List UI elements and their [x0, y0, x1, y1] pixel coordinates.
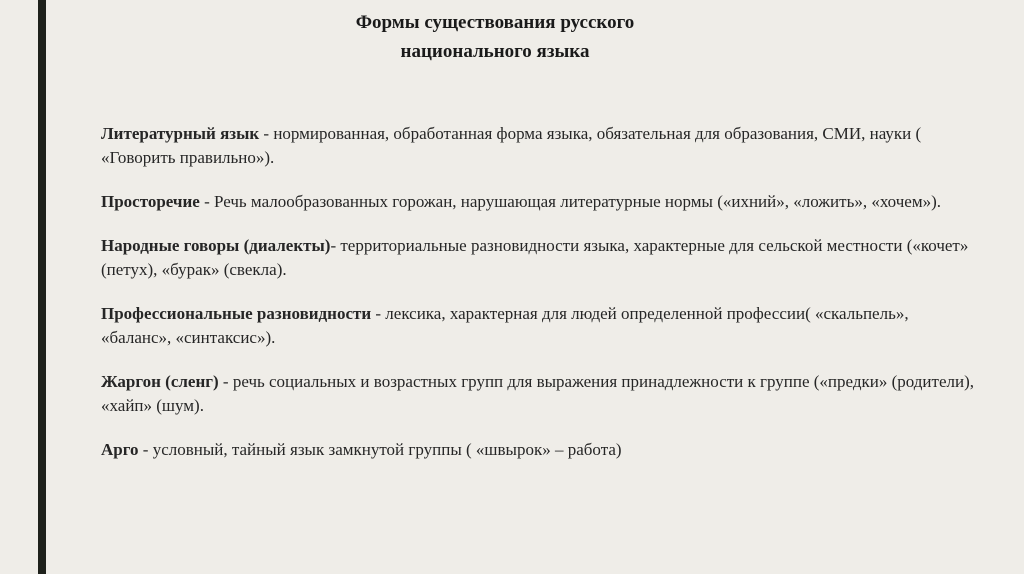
term-label: Арго — [101, 440, 139, 459]
slide-title — [280, 8, 710, 66]
term-description: - условный, тайный язык замкнутой группы ( «швырок» – работа) — [138, 440, 622, 459]
term-label: Литературный язык — [101, 124, 260, 143]
left-margin — [0, 0, 38, 574]
term-label: Народные говоры (диалекты) — [101, 236, 331, 255]
term-description: - Речь малообразованных горожан, нарушающая литературные нормы («ихний», «ложить», «хочем»). — [199, 192, 942, 211]
definition-vernacular — [101, 190, 981, 214]
term-description: - территориальные разновидности языка, характерные для сельской местности («кочет» (петух), «бурак» (свекла). — [101, 236, 969, 279]
definition-argot — [101, 438, 981, 462]
definition-jargon — [101, 370, 981, 418]
term-description: - речь социальных и возрастных групп для выражения принадлежности к группе («предки» (родители), «хайп» (шум). — [101, 372, 974, 415]
term-label: Жаргон (сленг) — [101, 372, 219, 391]
term-description: - лексика, характерная для людей определенной профессии( «скальпель», «баланс», «синтаксис»). — [101, 304, 909, 347]
term-description: - нормированная, обработанная форма языка, обязательная для образования, СМИ, науки ( «Говорить правильно»). — [101, 124, 922, 167]
definitions-list — [101, 122, 981, 482]
term-label: Просторечие — [101, 192, 200, 211]
definition-dialects — [101, 234, 981, 282]
definition-professional-varieties — [101, 302, 981, 350]
definition-literary-language — [101, 122, 981, 170]
title-line-2: национального языка — [400, 41, 590, 62]
accent-bar — [38, 0, 46, 574]
term-label: Профессиональные разновидности — [101, 304, 372, 323]
title-line-1: Формы существования русского — [355, 12, 635, 33]
